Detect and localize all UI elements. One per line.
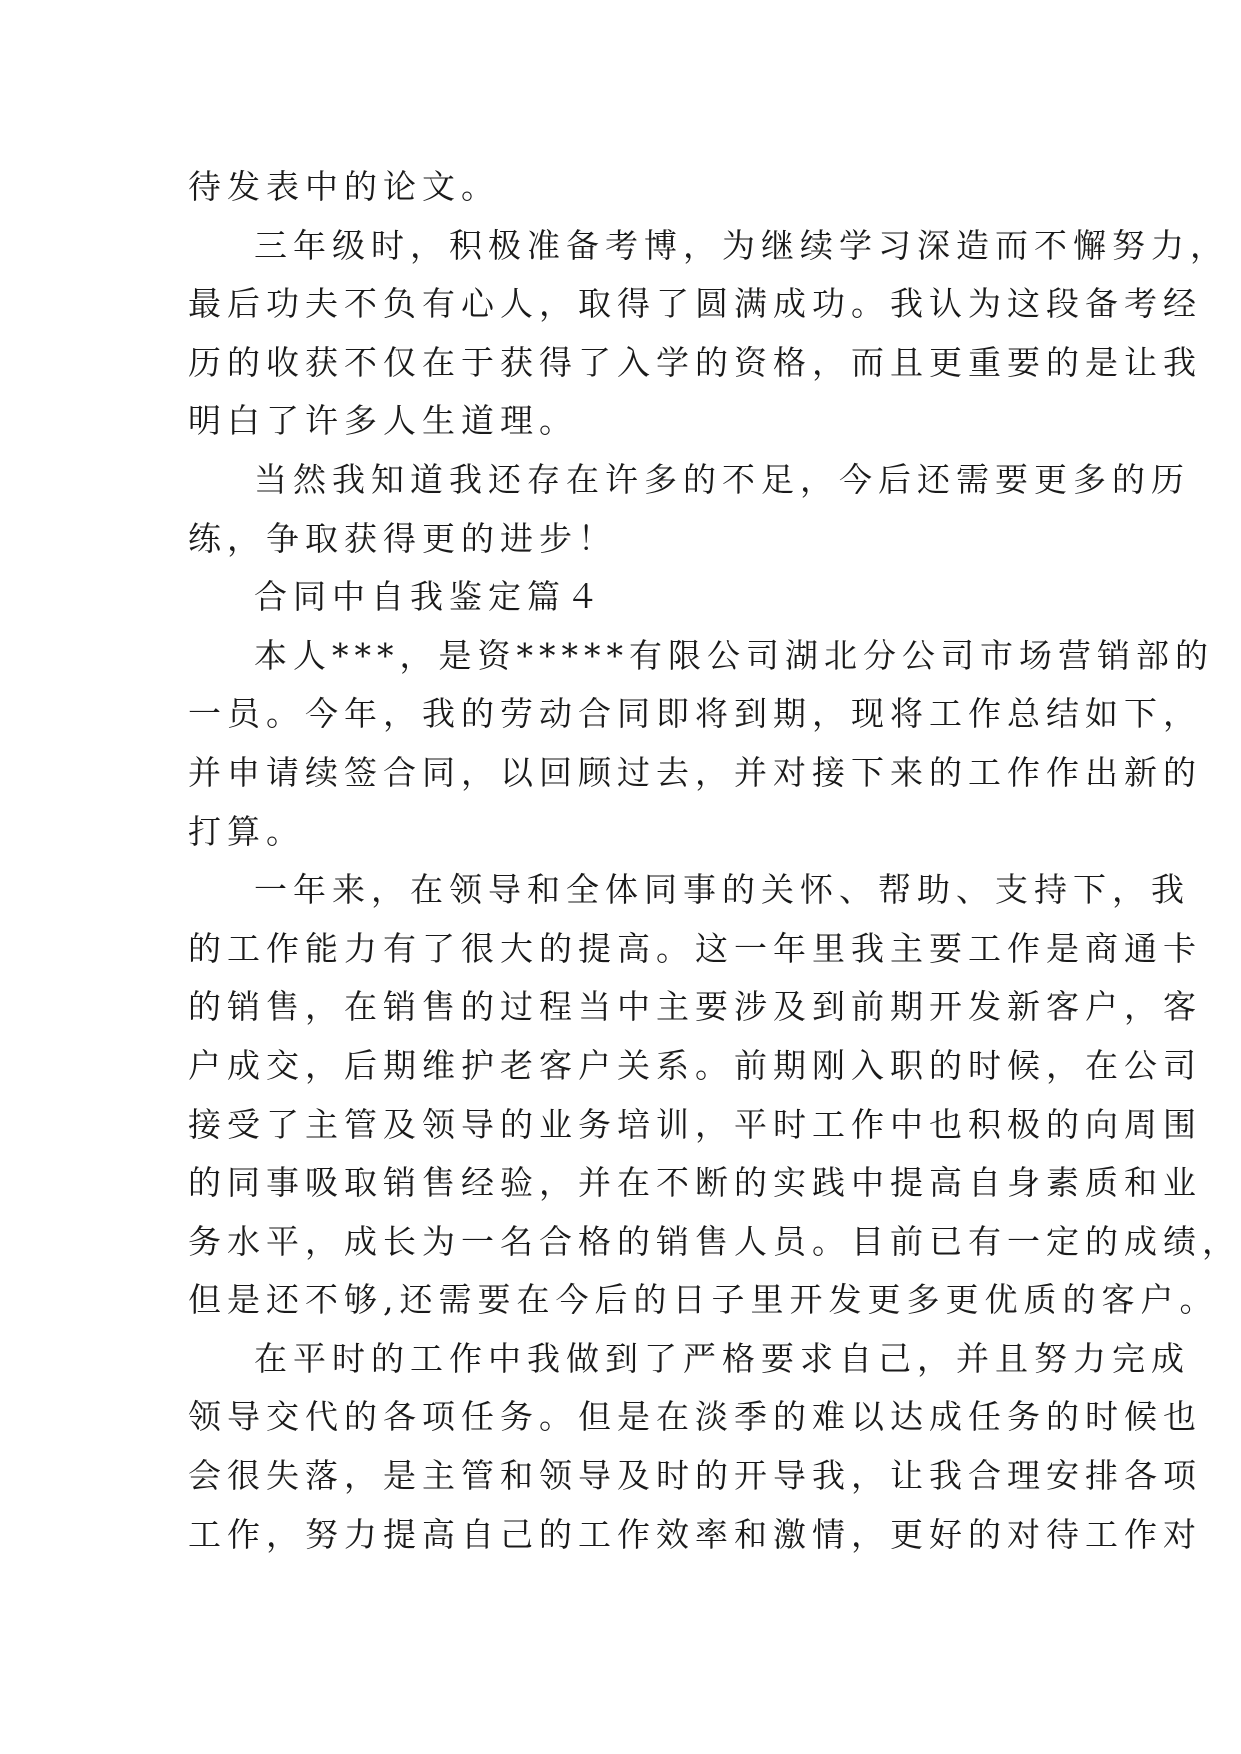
text-line: 工作，努力提高自己的工作效率和激情，更好的对待工作对 <box>188 1514 1202 1554</box>
text-line: 务水平，成长为一名合格的销售人员。目前已有一定的成绩， <box>188 1221 1241 1261</box>
document-body <box>188 158 1241 1564</box>
paragraph-start-line: 本人***，是资*****有限公司湖北分公司市场营销部的 <box>254 635 1214 675</box>
text-line: 打算。 <box>188 811 305 851</box>
text-line: 最后功夫不负有心人，取得了圆满成功。我认为这段备考经 <box>188 284 1202 324</box>
text-line: 的工作能力有了很大的提高。这一年里我主要工作是商通卡 <box>188 928 1202 968</box>
text-line: 历的收获不仅在于获得了入学的资格，而且更重要的是让我 <box>188 342 1202 382</box>
text-line: 领导交代的各项任务。但是在淡季的难以达成任务的时候也 <box>188 1397 1202 1437</box>
text-line: 会很失落，是主管和领导及时的开导我，让我合理安排各项 <box>188 1456 1202 1496</box>
paragraph-start-line: 三年级时，积极准备考博，为继续学习深造而不懈努力， <box>254 225 1229 265</box>
text-line: 的销售，在销售的过程当中主要涉及到前期开发新客户，客 <box>188 987 1202 1027</box>
text-line: 接受了主管及领导的业务培训，平时工作中也积极的向周围 <box>188 1104 1202 1144</box>
text-line: 一员。今年，我的劳动合同即将到期，现将工作总结如下， <box>188 694 1202 734</box>
text-line: 明白了许多人生道理。 <box>188 401 578 441</box>
paragraph-start-line: 在平时的工作中我做到了严格要求自己，并且努力完成 <box>254 1338 1190 1378</box>
paragraph-start-line: 一年来，在领导和全体同事的关怀、帮助、支持下，我 <box>254 870 1190 910</box>
text-line: 的同事吸取销售经验，并在不断的实践中提高自身素质和业 <box>188 1163 1202 1203</box>
text-line: 户成交，后期维护老客户关系。前期刚入职的时候，在公司 <box>188 1045 1202 1085</box>
text-line: 并申请续签合同，以回顾过去，并对接下来的工作作出新的 <box>188 752 1202 792</box>
section-heading: 合同中自我鉴定篇４ <box>254 577 605 617</box>
text-line: 但是还不够,还需要在今后的日子里开发更多更优质的客户。 <box>188 1280 1219 1320</box>
paragraph-start-line: 当然我知道我还存在许多的不足，今后还需要更多的历 <box>254 459 1190 499</box>
text-line: 练，争取获得更的进步！ <box>188 518 617 558</box>
text-line: 待发表中的论文。 <box>188 167 500 206</box>
